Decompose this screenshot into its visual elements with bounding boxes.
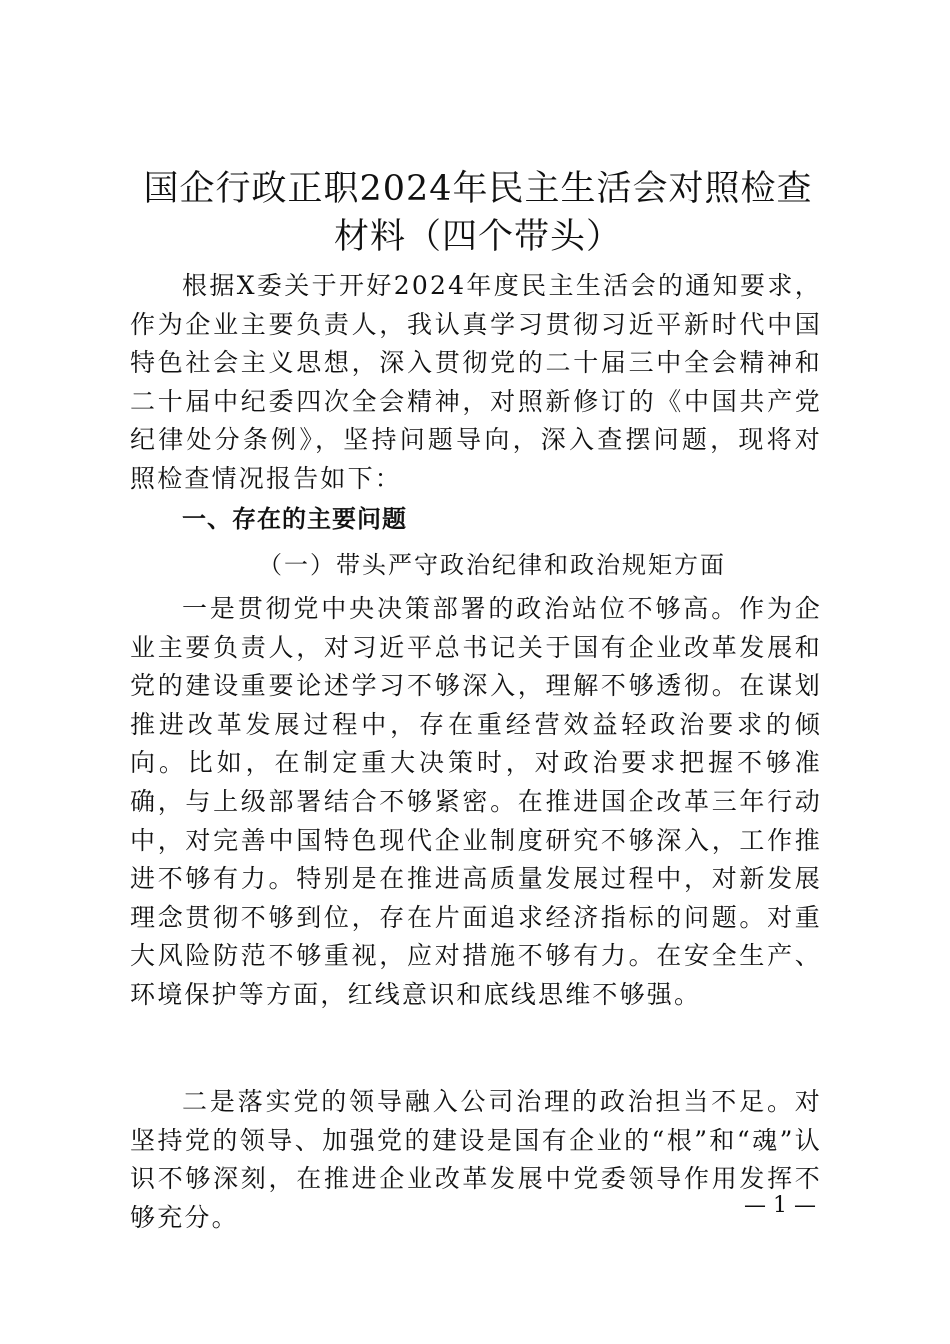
subsection-heading: （一）带头严守政治纪律和政治规矩方面 [258,551,726,579]
intro-paragraph: 根据X委关于开好2024年度民主生活会的通知要求，作为企业主要负责人，我认真学习贯彻习近平新时代中国特色社会主义思想，深入贯彻党的二十届三中全会精神和二十届中纪委四次全会精神，对照新修订的《中国共产党纪律处分条例》，坚持问题导向，深入查摆问题，现将对照检查情况报告如下： [130,271,822,493]
paragraph-2: 二是落实党的领导融入公司治理的政治担当不足。对坚持党的领导、加强党的建设是国有企业的“根”和“魂”认识不够深刻，在推进企业改革发展中党委领导作用发挥不够充分。 [130,1087,822,1232]
document-title: 国企行政正职2024年民主生活会对照检查材料（四个带头） [143,169,813,257]
page-number: — 1 — [744,1193,816,1218]
paragraph-1: 一是贯彻党中央决策部署的政治站位不够高。作为企业主要负责人，对习近平总书记关于国有企业改革发展和党的建设重要论述学习不够深入，理解不够透彻。在谋划推进改革发展过程中，存在重经营效益轻政治要求的倾向。比如，在制定重大决策时，对政治要求把握不够准确，与上级部署结合不够紧密。在推进国企改革三年行动中，对完善中国特色现代企业制度研究不够深入，工作推进不够有力。特别是在推进高质量发展过程中，对新发展理念贯彻不够到位，存在片面追求经济指标的问题。对重大风险防范不够重视，应对措施不够有力。在安全生产、环境保护等方面，红线意识和底线思维不够强。 [130,594,822,1009]
section-heading: 一、存在的主要问题 [182,505,407,533]
